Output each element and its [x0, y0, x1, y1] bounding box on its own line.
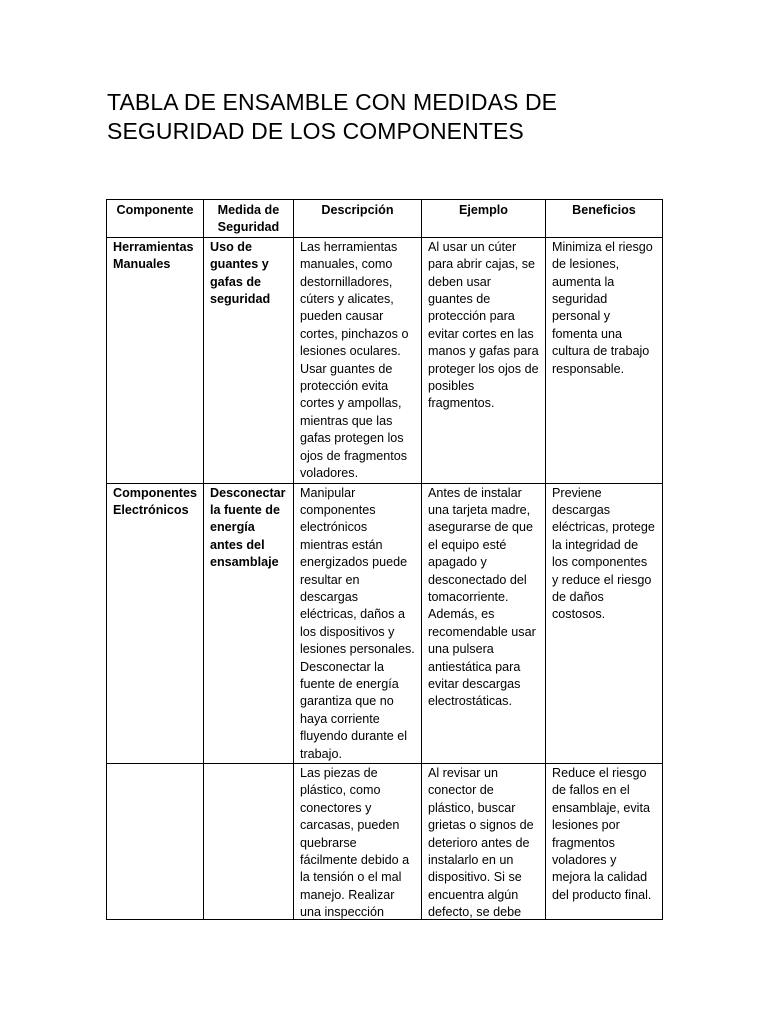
cell-componente: Componentes Electrónicos: [107, 483, 204, 764]
cell-descripcion-text: Las piezas de plástico, como conectores y carcasas, pueden quebrarse fácilmente debido a la tensión o el mal manejo. Realizar una inspección: [299, 766, 410, 919]
header-componente: Componente: [107, 200, 204, 238]
header-ejemplo: Ejemplo: [421, 200, 545, 238]
cell-medida: Uso de guantes y gafas de seguridad: [203, 237, 293, 483]
assembly-safety-table: [106, 199, 663, 920]
table-header-row: [107, 200, 663, 238]
header-medida-de-seguridad: Medida de Seguridad: [203, 200, 293, 238]
cell-beneficios: [545, 764, 662, 920]
cell-medida: Desconectar la fuente de energía antes del ensamblaje: [203, 483, 293, 764]
cell-ejemplo: [421, 764, 545, 920]
cell-ejemplo: Al usar un cúter para abrir cajas, se deben usar guantes de protección para evitar cortes en las manos y gafas para proteger los ojos de posibles fragmentos.: [421, 237, 545, 483]
table-row: [107, 483, 663, 764]
cell-ejemplo: Antes de instalar una tarjeta madre, asegurarse de que el equipo esté apagado y desconectado del tomacorriente. Además, es recomendable usar una pulsera antiestática para evitar descargas electrostáticas.: [421, 483, 545, 764]
cell-componente: [107, 764, 204, 920]
cell-beneficios: Minimiza el riesgo de lesiones, aumenta la seguridad personal y fomenta una cultura de trabajo responsable.: [545, 237, 662, 483]
cell-componente: Herramientas Manuales: [107, 237, 204, 483]
cell-ejemplo-text: Al revisar un conector de plástico, buscar grietas o signos de deterioro antes de instalarlo en un dispositivo. Si se encuentra algún defecto, se debe: [427, 766, 534, 919]
cell-medida: [203, 764, 293, 920]
header-descripcion: Descripción: [293, 200, 421, 238]
table-row: [107, 764, 663, 920]
document-title-line-2: SEGURIDAD DE LOS COMPONENTES: [107, 118, 524, 144]
document-title: [107, 88, 667, 146]
cell-beneficios: Previene descargas eléctricas, protege la integridad de los componentes y reduce el riesgo de daños costosos.: [545, 483, 662, 764]
document-title-line-1: TABLA DE ENSAMBLE CON MEDIDAS DE: [107, 89, 558, 115]
cell-beneficios-text: Reduce el riesgo de fallos en el ensamblaje, evita lesiones por fragmentos voladores y mejora la calidad del producto final.: [551, 766, 652, 902]
header-beneficios: Beneficios: [545, 200, 662, 238]
table-row: [107, 237, 663, 483]
cell-descripcion: Las herramientas manuales, como destornilladores, cúters y alicates, pueden causar cortes, pinchazos o lesiones oculares. Usar guantes de protección evita cortes y ampollas, mientras que las gafas protegen los ojos de fragmentos voladores.: [293, 237, 421, 483]
cell-descripcion: [293, 764, 421, 920]
cell-descripcion: Manipular componentes electrónicos mientras están energizados puede resultar en descargas eléctricas, daños a los dispositivos y lesiones personales. Desconectar la fuente de energía garantiza que no haya corriente fluyendo durante el trabajo.: [293, 483, 421, 764]
